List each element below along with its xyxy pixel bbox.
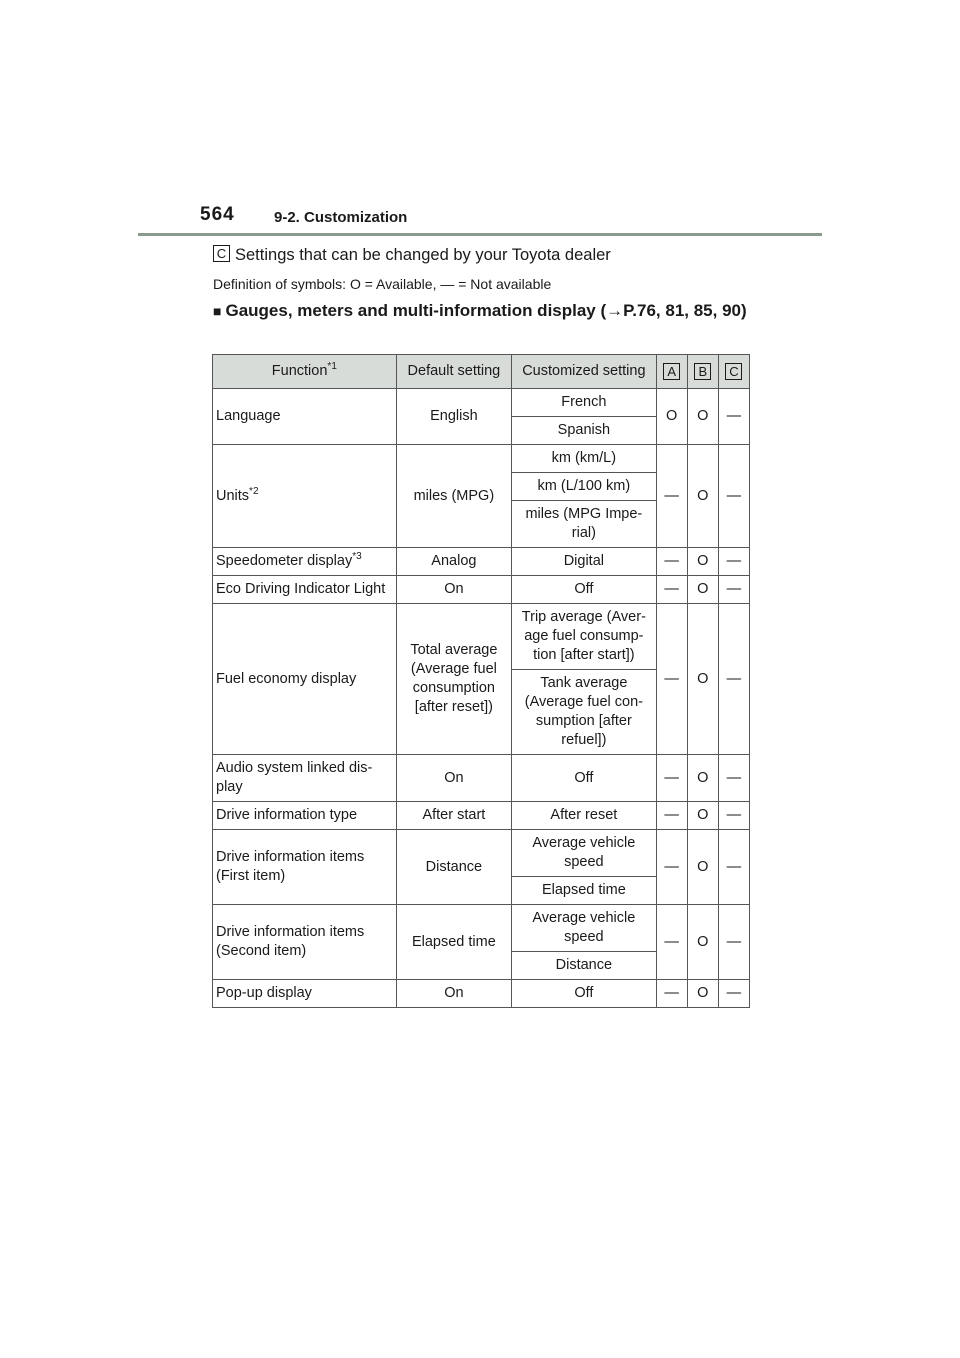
customized-cell: Average vehicle speed bbox=[512, 905, 657, 952]
header-function: Function$^{*1}$ bbox=[213, 355, 397, 389]
section-title: 9-2. Customization bbox=[274, 209, 408, 226]
table-row bbox=[213, 755, 750, 802]
customized-cell: Digital bbox=[512, 548, 657, 576]
default-cell: On bbox=[396, 755, 511, 802]
settings-intro bbox=[213, 246, 611, 265]
customized-cell: km (km/L) bbox=[512, 445, 657, 473]
header-col-a: A bbox=[656, 355, 687, 389]
default-cell: miles (MPG) bbox=[396, 445, 511, 548]
default-cell: Elapsed time bbox=[396, 905, 511, 980]
settings-text: Settings that can be changed by your Toyota dealer bbox=[235, 246, 611, 264]
header-rule bbox=[138, 233, 822, 236]
customized-cell: Spanish bbox=[512, 417, 657, 445]
table-row bbox=[213, 389, 750, 417]
function-cell: Pop-up display bbox=[213, 980, 397, 1008]
function-cell: Drive information items (Second item) bbox=[213, 905, 397, 980]
availability-a-cell: — bbox=[656, 576, 687, 604]
customized-cell: Elapsed time bbox=[512, 877, 657, 905]
availability-c-cell: — bbox=[718, 389, 749, 445]
availability-b-cell: O bbox=[687, 604, 718, 755]
customized-cell: Off bbox=[512, 755, 657, 802]
customized-cell: After reset bbox=[512, 802, 657, 830]
availability-b-cell: O bbox=[687, 755, 718, 802]
box-label-c: C bbox=[213, 245, 230, 262]
default-cell: On bbox=[396, 980, 511, 1008]
table-row bbox=[213, 445, 750, 473]
table-header-row bbox=[213, 355, 750, 389]
availability-c-cell: — bbox=[718, 980, 749, 1008]
default-cell: Analog bbox=[396, 548, 511, 576]
customized-cell: Off bbox=[512, 576, 657, 604]
function-cell: Units$^{*2}$ bbox=[213, 445, 397, 548]
header-col-b: B bbox=[687, 355, 718, 389]
customized-cell: miles (MPG Impe- rial) bbox=[512, 501, 657, 548]
availability-a-cell: — bbox=[656, 548, 687, 576]
availability-a-cell: — bbox=[656, 802, 687, 830]
availability-c-cell: — bbox=[718, 830, 749, 905]
availability-b-cell: O bbox=[687, 802, 718, 830]
customized-cell: Distance bbox=[512, 952, 657, 980]
header-default: Default setting bbox=[396, 355, 511, 389]
customized-cell: Trip average (Aver- age fuel consump- tion [after start]) bbox=[512, 604, 657, 670]
table-row bbox=[213, 830, 750, 877]
function-cell: Speedometer display$^{*3}$ bbox=[213, 548, 397, 576]
table-row bbox=[213, 802, 750, 830]
header-col-c: C bbox=[718, 355, 749, 389]
availability-c-cell: — bbox=[718, 548, 749, 576]
default-cell: On bbox=[396, 576, 511, 604]
page-number: 564 bbox=[200, 204, 235, 225]
availability-c-cell: — bbox=[718, 802, 749, 830]
availability-b-cell: O bbox=[687, 548, 718, 576]
function-cell: Eco Driving Indicator Light bbox=[213, 576, 397, 604]
availability-b-cell: O bbox=[687, 389, 718, 445]
subheading-text: Gauges, meters and multi-information display (→P.76, 81, 85, 90) bbox=[225, 301, 747, 320]
symbol-definition: Definition of symbols: O = Available, — = Not available bbox=[213, 276, 552, 292]
customization-table bbox=[212, 354, 750, 1008]
availability-a-cell: — bbox=[656, 445, 687, 548]
availability-a-cell: O bbox=[656, 389, 687, 445]
availability-a-cell: — bbox=[656, 755, 687, 802]
availability-b-cell: O bbox=[687, 576, 718, 604]
default-cell: Total average (Average fuel consumption [after reset]) bbox=[396, 604, 511, 755]
availability-b-cell: O bbox=[687, 980, 718, 1008]
customized-cell: Off bbox=[512, 980, 657, 1008]
subheading bbox=[213, 300, 773, 322]
availability-c-cell: — bbox=[718, 445, 749, 548]
customized-cell: Average vehicle speed bbox=[512, 830, 657, 877]
table-row bbox=[213, 905, 750, 952]
customized-cell: km (L/100 km) bbox=[512, 473, 657, 501]
availability-c-cell: — bbox=[718, 905, 749, 980]
function-cell: Fuel economy display bbox=[213, 604, 397, 755]
availability-a-cell: — bbox=[656, 905, 687, 980]
default-cell: English bbox=[396, 389, 511, 445]
table-row bbox=[213, 576, 750, 604]
function-cell: Audio system linked dis- play bbox=[213, 755, 397, 802]
table-body bbox=[213, 389, 750, 1008]
availability-a-cell: — bbox=[656, 604, 687, 755]
table-row bbox=[213, 548, 750, 576]
customized-cell: French bbox=[512, 389, 657, 417]
table-row bbox=[213, 604, 750, 670]
availability-a-cell: — bbox=[656, 830, 687, 905]
default-cell: Distance bbox=[396, 830, 511, 905]
function-cell: Language bbox=[213, 389, 397, 445]
header-customized: Customized setting bbox=[512, 355, 657, 389]
customized-cell: Tank average (Average fuel con- sumption [after refuel]) bbox=[512, 670, 657, 755]
table-row bbox=[213, 980, 750, 1008]
availability-a-cell: — bbox=[656, 980, 687, 1008]
availability-b-cell: O bbox=[687, 905, 718, 980]
availability-b-cell: O bbox=[687, 445, 718, 548]
bullet-square-icon: ■ bbox=[213, 303, 222, 319]
availability-b-cell: O bbox=[687, 830, 718, 905]
function-cell: Drive information items (First item) bbox=[213, 830, 397, 905]
availability-c-cell: — bbox=[718, 604, 749, 755]
default-cell: After start bbox=[396, 802, 511, 830]
function-cell: Drive information type bbox=[213, 802, 397, 830]
availability-c-cell: — bbox=[718, 576, 749, 604]
availability-c-cell: — bbox=[718, 755, 749, 802]
